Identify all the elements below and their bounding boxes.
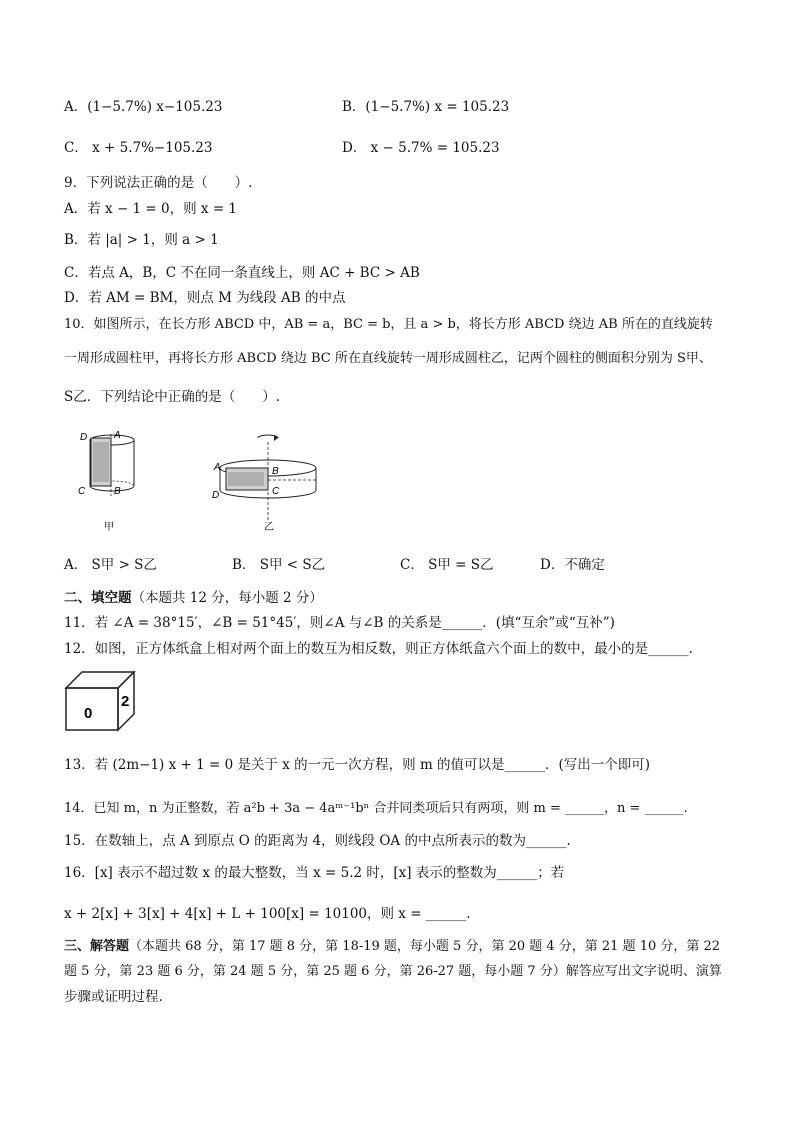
- section-3-line3: 步骤或证明过程.: [64, 989, 163, 1005]
- q8-option-b: B．(1−5.7%) x = 105.23: [342, 99, 510, 115]
- jia-label: 甲: [104, 522, 114, 533]
- q11-text: 11．若 ∠A = 38°15′，∠B = 51°45′，则∠A 与∠B 的关系是______．(填“互余”或“互补”): [64, 615, 615, 631]
- q9-stem: 9．下列说法正确的是（ ）.: [64, 175, 253, 191]
- q10-option-b: B． S甲 < S乙: [232, 557, 326, 573]
- q10-stem-line3: S乙．下列结论中正确的是（ ）.: [64, 389, 281, 405]
- q8-option-c: C． x + 5.7%−105.23: [64, 140, 213, 156]
- cube-figure: [64, 668, 140, 734]
- yi-label: 乙: [264, 522, 274, 533]
- section-3-line1: [64, 938, 720, 956]
- q9-option-b: B．若 |a| > 1，则 a > 1: [64, 232, 219, 248]
- jia-point-a: A: [114, 430, 121, 441]
- q8-option-d: D． x − 5.7% = 105.23: [342, 140, 500, 156]
- q10-stem-line1: 10．如图所示，在长方形 ABCD 中，AB = a，BC = b，且 a > b，将长方形 ABCD 绕边 AB 所在的直线旋转: [64, 317, 713, 332]
- cylinder-jia-figure: [74, 428, 154, 536]
- jia-point-c: C: [78, 486, 86, 497]
- q10-stem-line2: 一周形成圆柱甲，再将长方形 ABCD 绕边 BC 所在直线旋转一周形成圆柱乙，记两个圆柱的侧面积分别为 S甲、: [64, 351, 712, 366]
- yi-point-c: C: [272, 486, 280, 497]
- q8-option-a: A．(1−5.7%) x−105.23: [64, 99, 223, 115]
- section-2-note: （本题共 12 分，每小题 2 分）: [131, 590, 323, 606]
- section-3-text-1: （本题共 68 分，第 17 题 8 分，第 18-19 题，每小题 5 分，第 20 题 4 分，第 21 题 10 分，第 22: [129, 939, 721, 954]
- q10-option-d: D．不确定: [540, 557, 605, 573]
- q9-option-c: C．若点 A，B，C 不在同一条直线上，则 AC + BC > AB: [64, 265, 420, 281]
- q15-text: 15．在数轴上，点 A 到原点 O 的距离为 4，则线段 OA 的中点所表示的数为______.: [64, 833, 571, 849]
- yi-point-a: A: [214, 462, 221, 473]
- yi-point-d: D: [212, 490, 220, 501]
- cube-front-number: 0: [84, 705, 93, 722]
- q12-stem: 12．如图，正方体纸盒上相对两个面上的数互为相反数，则正方体纸盒六个面上的数中，最小的是______.: [64, 641, 693, 657]
- q9-option-d: D．若 AM = BM，则点 M 为线段 AB 的中点: [64, 290, 346, 306]
- yi-point-b: B: [272, 466, 279, 477]
- section-3-line2: 题 5 分，第 23 题 6 分，第 24 题 5 分，第 25 题 6 分，第 26-27 题，每小题 7 分）解答应写出文字说明、演算: [64, 964, 722, 979]
- section-2-title: 二、填空题: [64, 590, 132, 606]
- q9-option-a: A．若 x − 1 = 0，则 x = 1: [64, 201, 238, 217]
- cube-side-number: 2: [121, 693, 130, 710]
- q14-text: 14．已知 m，n 为正整数，若 a²b + 3a − 4aᵐ⁻¹bⁿ 合并同类项后只有两项，则 m = ______，n = ______.: [64, 801, 688, 816]
- cylinder-yi-figure: [206, 428, 336, 536]
- q16-line1: 16．[x] 表示不超过数 x 的最大整数，当 x = 5.2 时，[x] 表示的整数为______；若: [64, 865, 565, 881]
- section-3-title: 三、解答题: [64, 939, 130, 954]
- q10-option-a: A． S甲 > S乙: [64, 557, 157, 573]
- q13-text: 13．若 (2m−1) x + 1 = 0 是关于 x 的一元一次方程，则 m 的值可以是______．(写出一个即可): [64, 757, 651, 773]
- q16-line2: x + 2[x] + 3[x] + 4[x] + L + 100[x] = 10100，则 x = ______.: [64, 906, 471, 922]
- section-2-heading: [64, 589, 323, 607]
- jia-point-d: D: [80, 432, 88, 443]
- q10-option-c: C． S甲 = S乙: [400, 557, 494, 573]
- jia-point-b: B: [114, 486, 121, 497]
